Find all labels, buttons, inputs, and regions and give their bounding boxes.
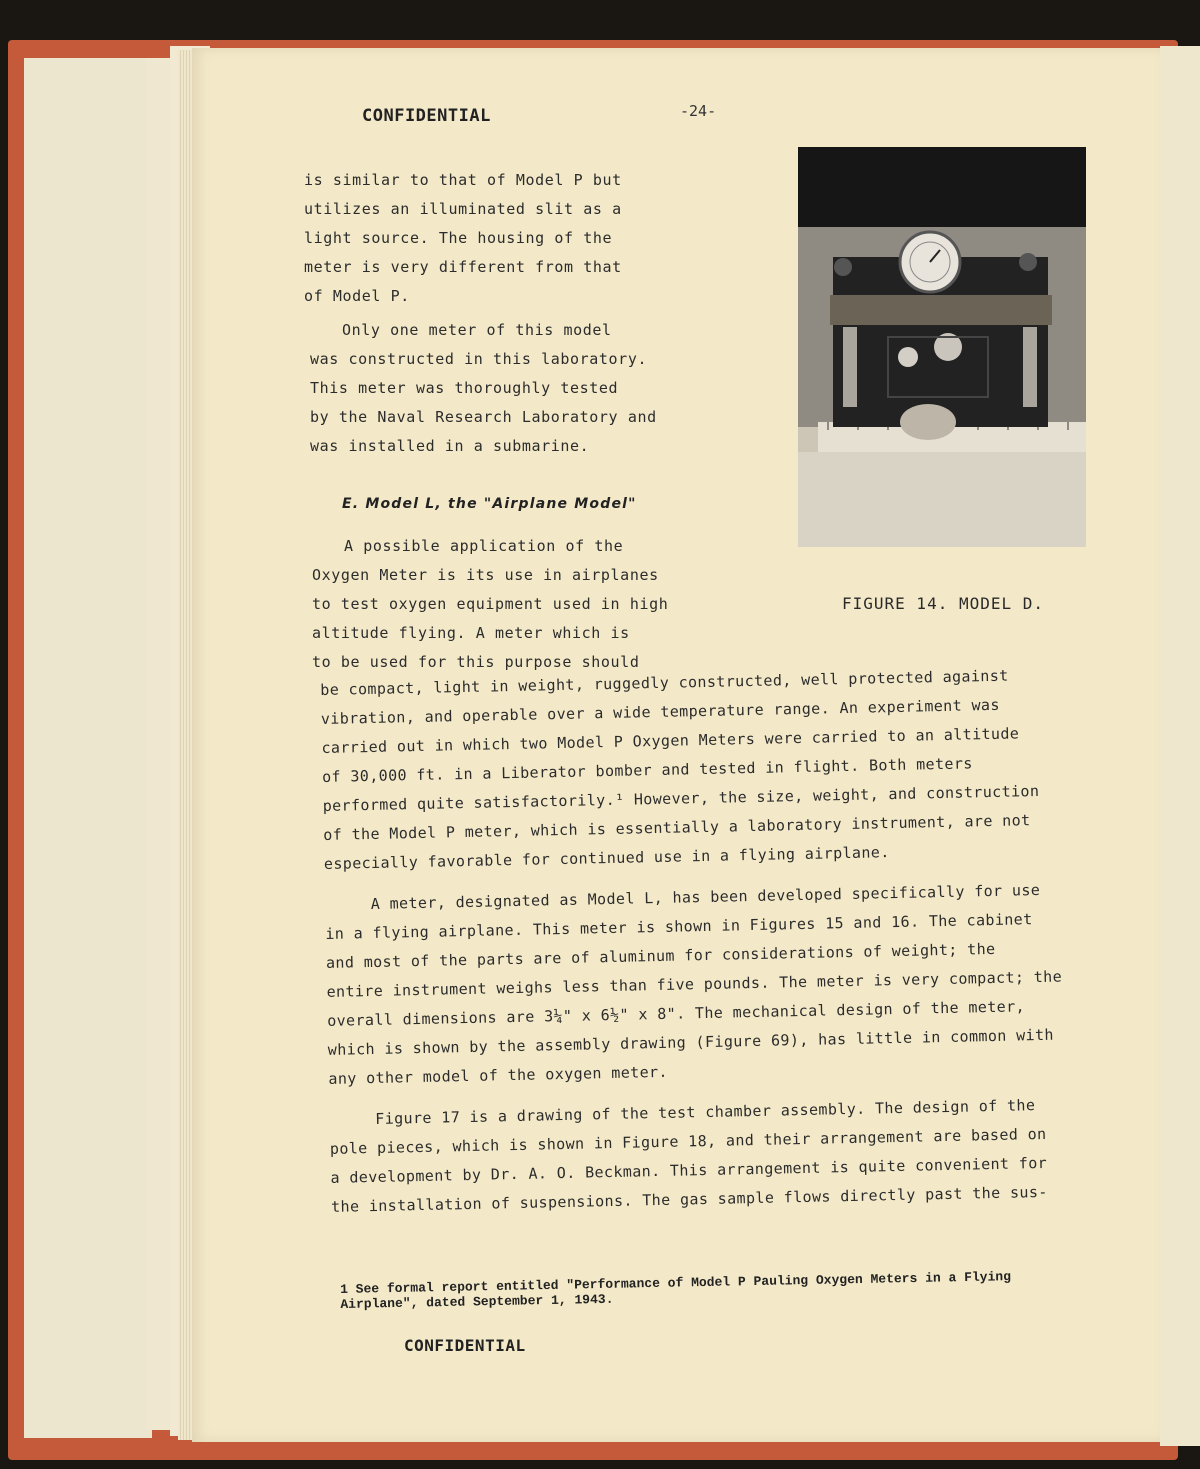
text-line: any other model of the oxygen meter.	[328, 1062, 669, 1088]
text-line: in a flying airplane. This meter is shown in Figures 15 and 16. The cabinet	[325, 910, 1033, 943]
text-line: which is shown by the assembly drawing (Figure 69), has little in common with	[327, 1025, 1055, 1059]
text-line: be compact, light in weight, ruggedly constructed, well protected against	[320, 666, 1009, 699]
text-line: by the Naval Research Laboratory and	[310, 408, 657, 426]
text-line: the installation of suspensions. The gas sample flows directly past the sus-	[330, 1182, 1048, 1216]
text-line: performed quite satisfactorily.¹ However, the size, weight, and construction	[322, 781, 1040, 815]
section-heading: E. Model L, the "Airplane Model"	[342, 496, 637, 512]
text-line: a development by Dr. A. O. Beckman. This arrangement is quite convenient for	[330, 1153, 1048, 1187]
text-line: to test oxygen equipment used in high	[312, 595, 669, 613]
text-line: A possible application of the	[344, 537, 624, 555]
text-line: of 30,000 ft. in a Liberator bomber and tested in flight. Both meters	[321, 754, 973, 786]
text-line: A meter, designated as Model L, has been developed specifically for use	[370, 880, 1041, 913]
text-line: to be used for this purpose should	[312, 653, 640, 671]
text-line: is similar to that of Model P but	[304, 171, 622, 189]
document-page	[192, 48, 1160, 1442]
text-line: overall dimensions are 3¼" x 6½" x 8". The mechanical design of the meter,	[327, 997, 1026, 1030]
left-column-para3	[312, 532, 668, 677]
text-line: Only one meter of this model	[342, 321, 612, 339]
page-number: -24-	[680, 102, 717, 120]
confidential-header: CONFIDENTIAL	[362, 106, 491, 126]
text-line: and most of the parts are of aluminum for considerations of weight; the	[325, 939, 996, 972]
text-line: of the Model P meter, which is essentially a laboratory instrument, are not	[323, 811, 1031, 844]
left-column-para2	[310, 316, 657, 461]
model-d-photo	[798, 147, 1086, 547]
text-line: pole pieces, which is shown in Figure 18, and their arrangement are based on	[329, 1124, 1047, 1158]
text-line: of Model P.	[304, 287, 410, 305]
endpaper	[24, 58, 152, 1438]
text-line: vibration, and operable over a wide temperature range. An experiment was	[320, 695, 1000, 728]
text-line: meter is very different from that	[304, 258, 622, 276]
footnote-line: 1 See formal report entitled "Performance of Model P Pauling Oxygen Meters in a Flying	[340, 1269, 1012, 1297]
text-line: This meter was thoroughly tested	[310, 379, 619, 397]
footnote-line: Airplane", dated September 1, 1943.	[340, 1291, 614, 1312]
body-para3-continued	[320, 661, 1067, 1222]
text-line: was constructed in this laboratory.	[310, 350, 648, 368]
confidential-footer: CONFIDENTIAL	[404, 1336, 526, 1355]
left-column-para1	[304, 166, 622, 311]
text-line: entire instrument weighs less than five pounds. The meter is very compact; the	[326, 967, 1063, 1001]
text-line: was installed in a submarine.	[310, 437, 590, 455]
facing-page-edge	[1160, 46, 1200, 1446]
text-line: especially favorable for continued use in a flying airplane.	[323, 843, 890, 873]
text-line: Oxygen Meter is its use in airplanes	[312, 566, 659, 584]
footnote	[340, 1269, 1011, 1312]
text-line: Figure 17 is a drawing of the test chamber assembly. The design of the	[375, 1096, 1036, 1128]
text-line: carried out in which two Model P Oxygen Meters were carried to an altitude	[321, 724, 1020, 757]
text-line: altitude flying. A meter which is	[312, 624, 630, 642]
figure-caption: FIGURE 14. MODEL D.	[842, 594, 1045, 613]
text-line: utilizes an illuminated slit as a	[304, 200, 622, 218]
text-line: light source. The housing of the	[304, 229, 613, 247]
